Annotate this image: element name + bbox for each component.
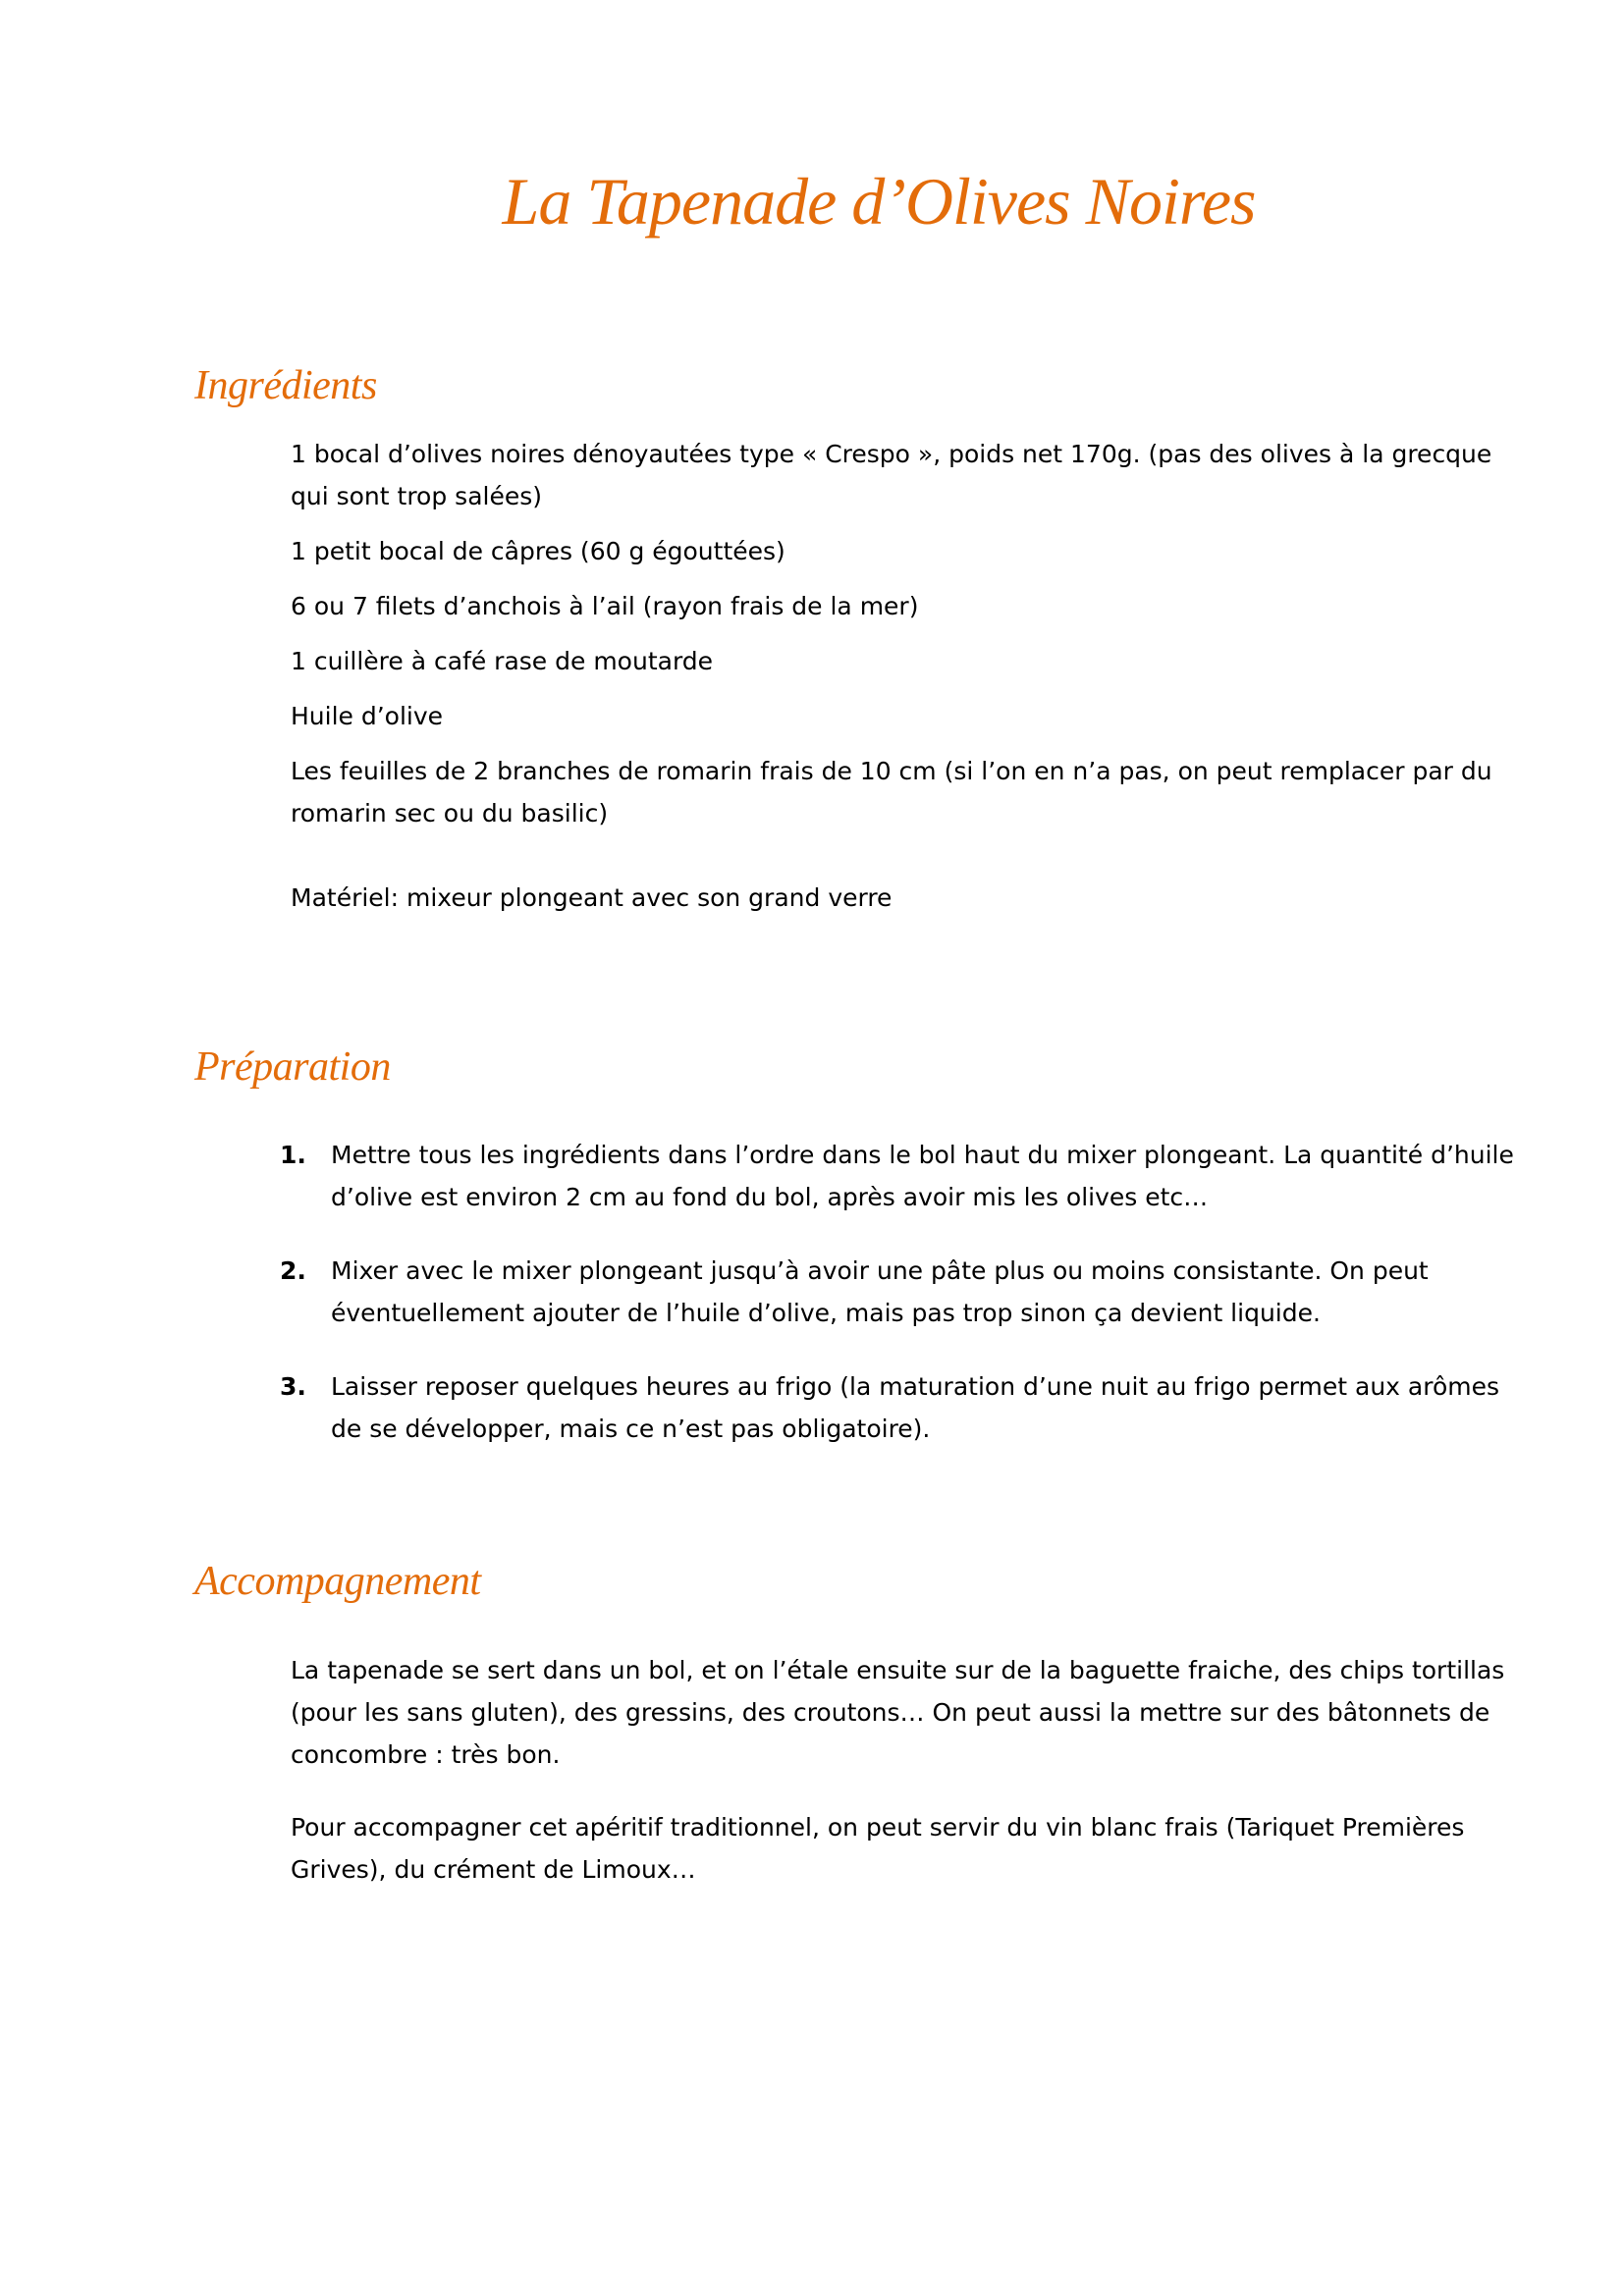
step-text: Laisser reposer quelques heures au frigo (la maturation d’une nuit au frigo permet aux arômes de se développer, mais ce n’est pas obligatoire). — [331, 1372, 1500, 1443]
ingredient-item: Huile d’olive — [291, 702, 444, 730]
ingredient-item: 1 petit bocal de câpres (60 g égouttées) — [291, 537, 785, 565]
accompagnement-section — [291, 1649, 1528, 1921]
step-number: 3. — [280, 1372, 306, 1401]
step-text: Mixer avec le mixer plongeant jusqu’à avoir une pâte plus ou moins consistante. On peut éventuellement ajouter de l’huile d’olive, mais pas trop sinon ça devient liquide. — [331, 1256, 1429, 1327]
accompagnement-heading: Accompagnement — [194, 1559, 481, 1604]
accompagnement-paragraph: La tapenade se sert dans un bol, et on l’étale ensuite sur de la baguette fraiche, des chips tortillas (pour les sans gluten), des gressins, des croutons… On peut aussi la mettre sur des bâtonnets de concombre : très bon. — [291, 1656, 1505, 1769]
ingredients-heading: Ingrédients — [194, 363, 377, 408]
ingredients-list — [291, 433, 1528, 932]
materiel-note: Matériel: mixeur plongeant avec son grand verre — [291, 883, 893, 912]
preparation-heading: Préparation — [194, 1044, 391, 1090]
step-number: 1. — [280, 1141, 306, 1169]
preparation-steps — [280, 1134, 1537, 1481]
ingredient-item: 1 bocal d’olives noires dénoyautées type « Crespo », poids net 170g. (pas des olives à la grecque qui sont trop salées) — [291, 440, 1492, 510]
step-text: Mettre tous les ingrédients dans l’ordre dans le bol haut du mixer plongeant. La quantité d’huile d’olive est environ 2 cm au fond du bol, après avoir mis les olives etc… — [331, 1141, 1514, 1211]
preparation-step — [280, 1134, 1537, 1218]
preparation-step — [280, 1365, 1537, 1450]
accompagnement-paragraph: Pour accompagner cet apéritif traditionnel, on peut servir du vin blanc frais (Tariquet Premières Grives), du crément de Limoux… — [291, 1813, 1465, 1884]
step-number: 2. — [280, 1256, 306, 1285]
ingredient-item: Les feuilles de 2 branches de romarin frais de 10 cm (si l’on en n’a pas, on peut remplacer par du romarin sec ou du basilic) — [291, 757, 1492, 828]
document-title: La Tapenade d’Olives Noires — [502, 164, 1256, 239]
ingredient-item: 1 cuillère à café rase de moutarde — [291, 647, 714, 675]
ingredient-item: 6 ou 7 filets d’anchois à l’ail (rayon frais de la mer) — [291, 592, 919, 620]
preparation-step — [280, 1250, 1537, 1334]
